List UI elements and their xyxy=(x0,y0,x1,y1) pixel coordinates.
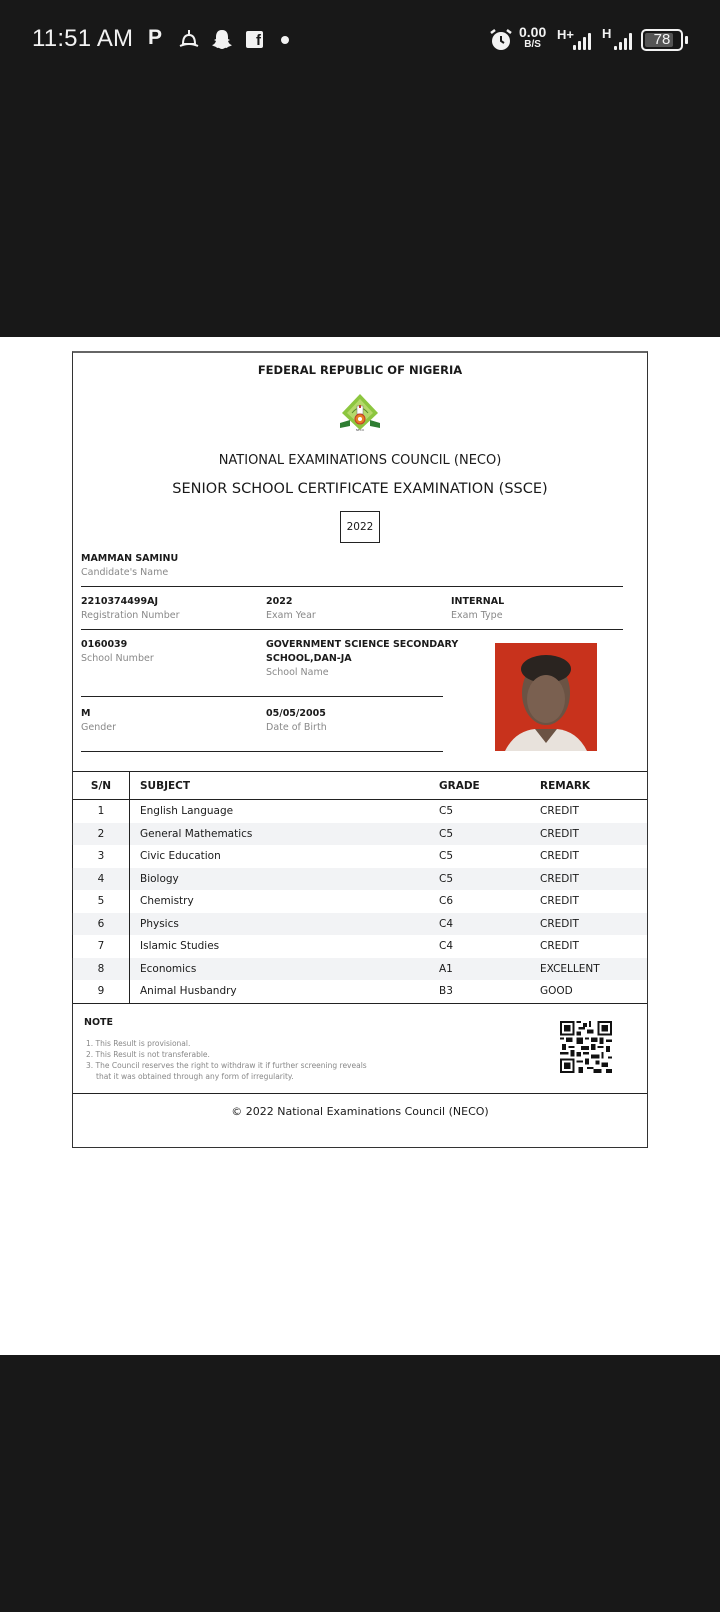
school-number: 0160039 xyxy=(81,639,128,650)
dob-field xyxy=(266,707,327,735)
facebook-icon: f xyxy=(246,31,263,48)
note-section xyxy=(84,1017,367,1082)
header-remark: REMARK xyxy=(540,780,591,792)
exam-type: INTERNAL xyxy=(451,596,505,607)
exam-type-label: Exam Type xyxy=(451,610,503,621)
school-name-line2: SCHOOL,DAN-JA xyxy=(266,653,352,664)
exam-type-field xyxy=(451,595,504,623)
school-name-label: School Name xyxy=(266,667,329,678)
candidate-photo xyxy=(495,643,597,751)
snapchat-ghost-icon xyxy=(211,28,233,50)
footer-divider xyxy=(73,1093,647,1094)
school-number-field xyxy=(81,638,154,666)
battery-icon xyxy=(641,29,683,51)
sim2-network-type: H xyxy=(602,26,612,41)
exam-year-badge: 2022 xyxy=(340,511,380,543)
school-name-field xyxy=(266,638,458,680)
network-speed: 0.00 B/S xyxy=(519,24,547,50)
copyright-footer: © 2022 National Examinations Council (NECO) xyxy=(231,1105,489,1118)
status-bar xyxy=(0,0,720,80)
qr-code-icon[interactable] xyxy=(560,1021,612,1073)
registration-label: Registration Number xyxy=(81,610,180,621)
candidate-name-label: Candidate's Name xyxy=(81,567,169,578)
table-row: 7 Islamic Studies C4 CREDIT xyxy=(73,935,647,958)
registration-field xyxy=(81,595,179,623)
table-row: 3 Civic Education C5 CREDIT xyxy=(73,845,647,868)
candidate-name: MAMMAN SAMINU xyxy=(81,553,179,564)
note-title: NOTE xyxy=(84,1017,113,1028)
date-of-birth: 05/05/2005 xyxy=(266,708,326,719)
table-bottom-border xyxy=(73,1003,647,1004)
note-item: that it was obtained through any form of irregularity. xyxy=(96,1072,294,1081)
table-row: 1 English Language C5 CREDIT xyxy=(73,800,647,823)
table-row: 9 Animal Husbandry B3 GOOD xyxy=(73,980,647,1003)
council-name: NATIONAL EXAMINATIONS COUNCIL (NECO) xyxy=(218,453,502,468)
clock: 11:51 AM xyxy=(32,25,134,52)
neco-logo-icon xyxy=(338,393,382,433)
divider xyxy=(81,586,623,587)
registration-number: 2210374499AJ xyxy=(81,596,158,607)
table-row: 6 Physics C4 CREDIT xyxy=(73,913,647,936)
table-row: 5 Chemistry C6 CREDIT xyxy=(73,890,647,913)
battery-tip xyxy=(685,36,688,44)
divider xyxy=(81,696,443,697)
gender-field xyxy=(81,707,116,735)
sim1-network-type: H+ xyxy=(557,27,574,42)
svg-text:NECO: NECO xyxy=(355,428,365,432)
alarm-clock-icon xyxy=(489,28,513,52)
exam-title: SENIOR SCHOOL CERTIFICATE EXAMINATION (SSCE) xyxy=(172,481,548,497)
header-grade: GRADE xyxy=(439,780,480,792)
parking-p-icon: P xyxy=(148,26,163,49)
document-page[interactable] xyxy=(0,337,720,1355)
table-row: 8 Economics A1 EXCELLENT xyxy=(73,958,647,981)
exam-year: 2022 xyxy=(266,596,293,607)
more-dot-icon xyxy=(281,36,289,44)
header-sn: S/N xyxy=(90,780,112,792)
table-row: 4 Biology C5 CREDIT xyxy=(73,868,647,891)
sim2-signal-icon xyxy=(614,32,632,50)
sim1-signal-icon xyxy=(573,32,591,50)
note-item: 3. The Council reserves the right to withdraw it if further screening reveals xyxy=(86,1061,367,1070)
exam-year-field xyxy=(266,595,316,623)
results-table xyxy=(73,771,647,1004)
prayer-bell-icon xyxy=(179,28,199,50)
table-header xyxy=(73,771,647,800)
note-item: 2. This Result is not transferable. xyxy=(86,1050,210,1059)
exam-year-label: Exam Year xyxy=(266,610,316,621)
header-subject: SUBJECT xyxy=(140,780,191,792)
table-row: 2 General Mathematics C5 CREDIT xyxy=(73,823,647,846)
dob-label: Date of Birth xyxy=(266,722,327,733)
school-number-label: School Number xyxy=(81,653,154,664)
gender: M xyxy=(81,708,91,719)
country-heading: FEDERAL REPUBLIC OF NIGERIA xyxy=(257,363,463,377)
school-name-line1: GOVERNMENT SCIENCE SECONDARY xyxy=(266,639,459,650)
result-slip xyxy=(72,351,648,1148)
divider xyxy=(81,629,623,630)
candidate-name-field xyxy=(81,552,178,580)
gender-label: Gender xyxy=(81,722,117,733)
battery-level: 78 xyxy=(653,31,671,48)
note-item: 1. This Result is provisional. xyxy=(86,1039,191,1048)
divider xyxy=(81,751,443,752)
